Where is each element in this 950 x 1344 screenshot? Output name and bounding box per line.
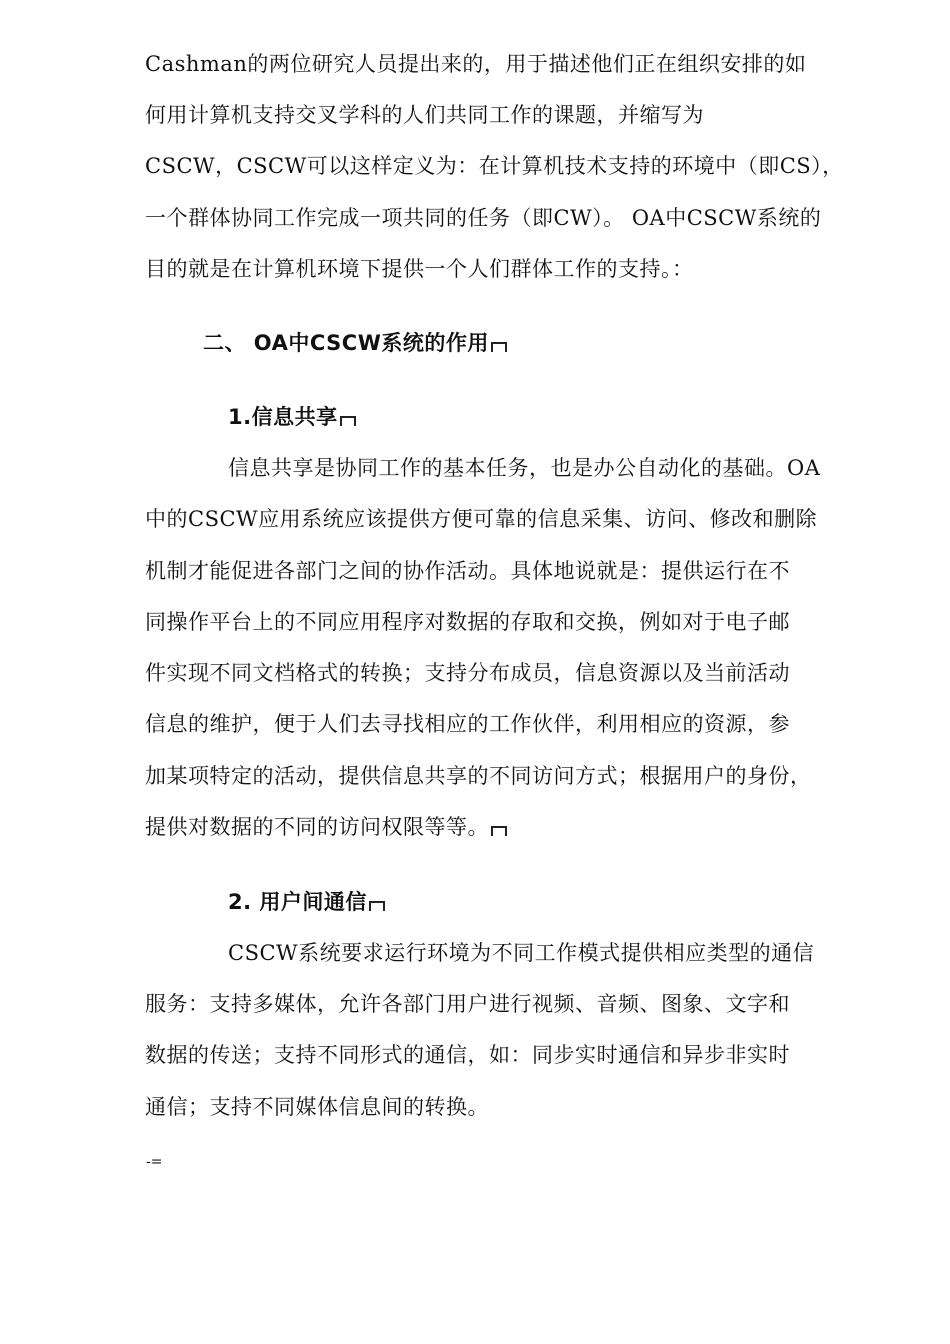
paragraph-line: 信息共享是协同工作的基本任务，也是办公自动化的基础。OA xyxy=(228,456,821,480)
paragraph-line: 信息的维护，便于人们去寻找相应的工作伙伴，利用相应的资源，参 xyxy=(145,712,790,736)
paragraph-line: Cashman的两位研究人员提出来的，用于描述他们正在组织安排的如 xyxy=(145,52,807,76)
paragraph-line: 同操作平台上的不同应用程序对数据的存取和交换，例如对于电子邮 xyxy=(145,610,790,634)
paragraph-line: 提供对数据的不同的访问权限等等。 xyxy=(145,813,507,841)
paragraph-mark-icon xyxy=(491,826,507,836)
paragraph-mark-icon xyxy=(369,901,385,911)
paragraph-line: CSCW系统要求运行环境为不同工作模式提供相应类型的通信 xyxy=(228,941,815,965)
paragraph-line: 通信；支持不同媒体信息间的转换。 xyxy=(145,1095,489,1119)
paragraph-line: CSCW，CSCW可以这样定义为：在计算机技术支持的环境中（即CS）， xyxy=(145,154,844,178)
paragraph-line: 服务：支持多媒体，允许各部门用户进行视频、音频、图象、文字和 xyxy=(145,992,790,1016)
page-footer-mark: -= xyxy=(146,1154,163,1170)
paragraph-mark-icon xyxy=(491,342,507,352)
paragraph-line: 机制才能促进各部门之间的协作活动。具体地说就是：提供运行在不 xyxy=(145,559,790,583)
paragraph-line: 加某项特定的活动，提供信息共享的不同访问方式；根据用户的身份， xyxy=(145,764,812,788)
paragraph-line: 中的CSCW应用系统应该提供方便可靠的信息采集、访问、修改和删除 xyxy=(145,507,818,531)
paragraph-line: 数据的传送；支持不同形式的通信，如：同步实时通信和异步非实时 xyxy=(145,1043,790,1067)
paragraph-line: 何用计算机支持交叉学科的人们共同工作的课题，并缩写为 xyxy=(145,103,704,127)
paragraph-line: 目的就是在计算机环境下提供一个人们群体工作的支持。： xyxy=(145,257,694,281)
subsection-heading: 1.信息共享 xyxy=(228,403,356,431)
section-heading: 二、 OA中CSCW系统的作用 xyxy=(203,329,507,357)
subsection-heading: 2. 用户间通信 xyxy=(228,888,385,916)
paragraph-line: 件实现不同文档格式的转换；支持分布成员，信息资源以及当前活动 xyxy=(145,661,790,685)
paragraph-line: 一个群体协同工作完成一项共同的任务（即CW）。 OA中CSCW系统的 xyxy=(145,206,822,230)
paragraph-mark-icon xyxy=(340,416,356,426)
